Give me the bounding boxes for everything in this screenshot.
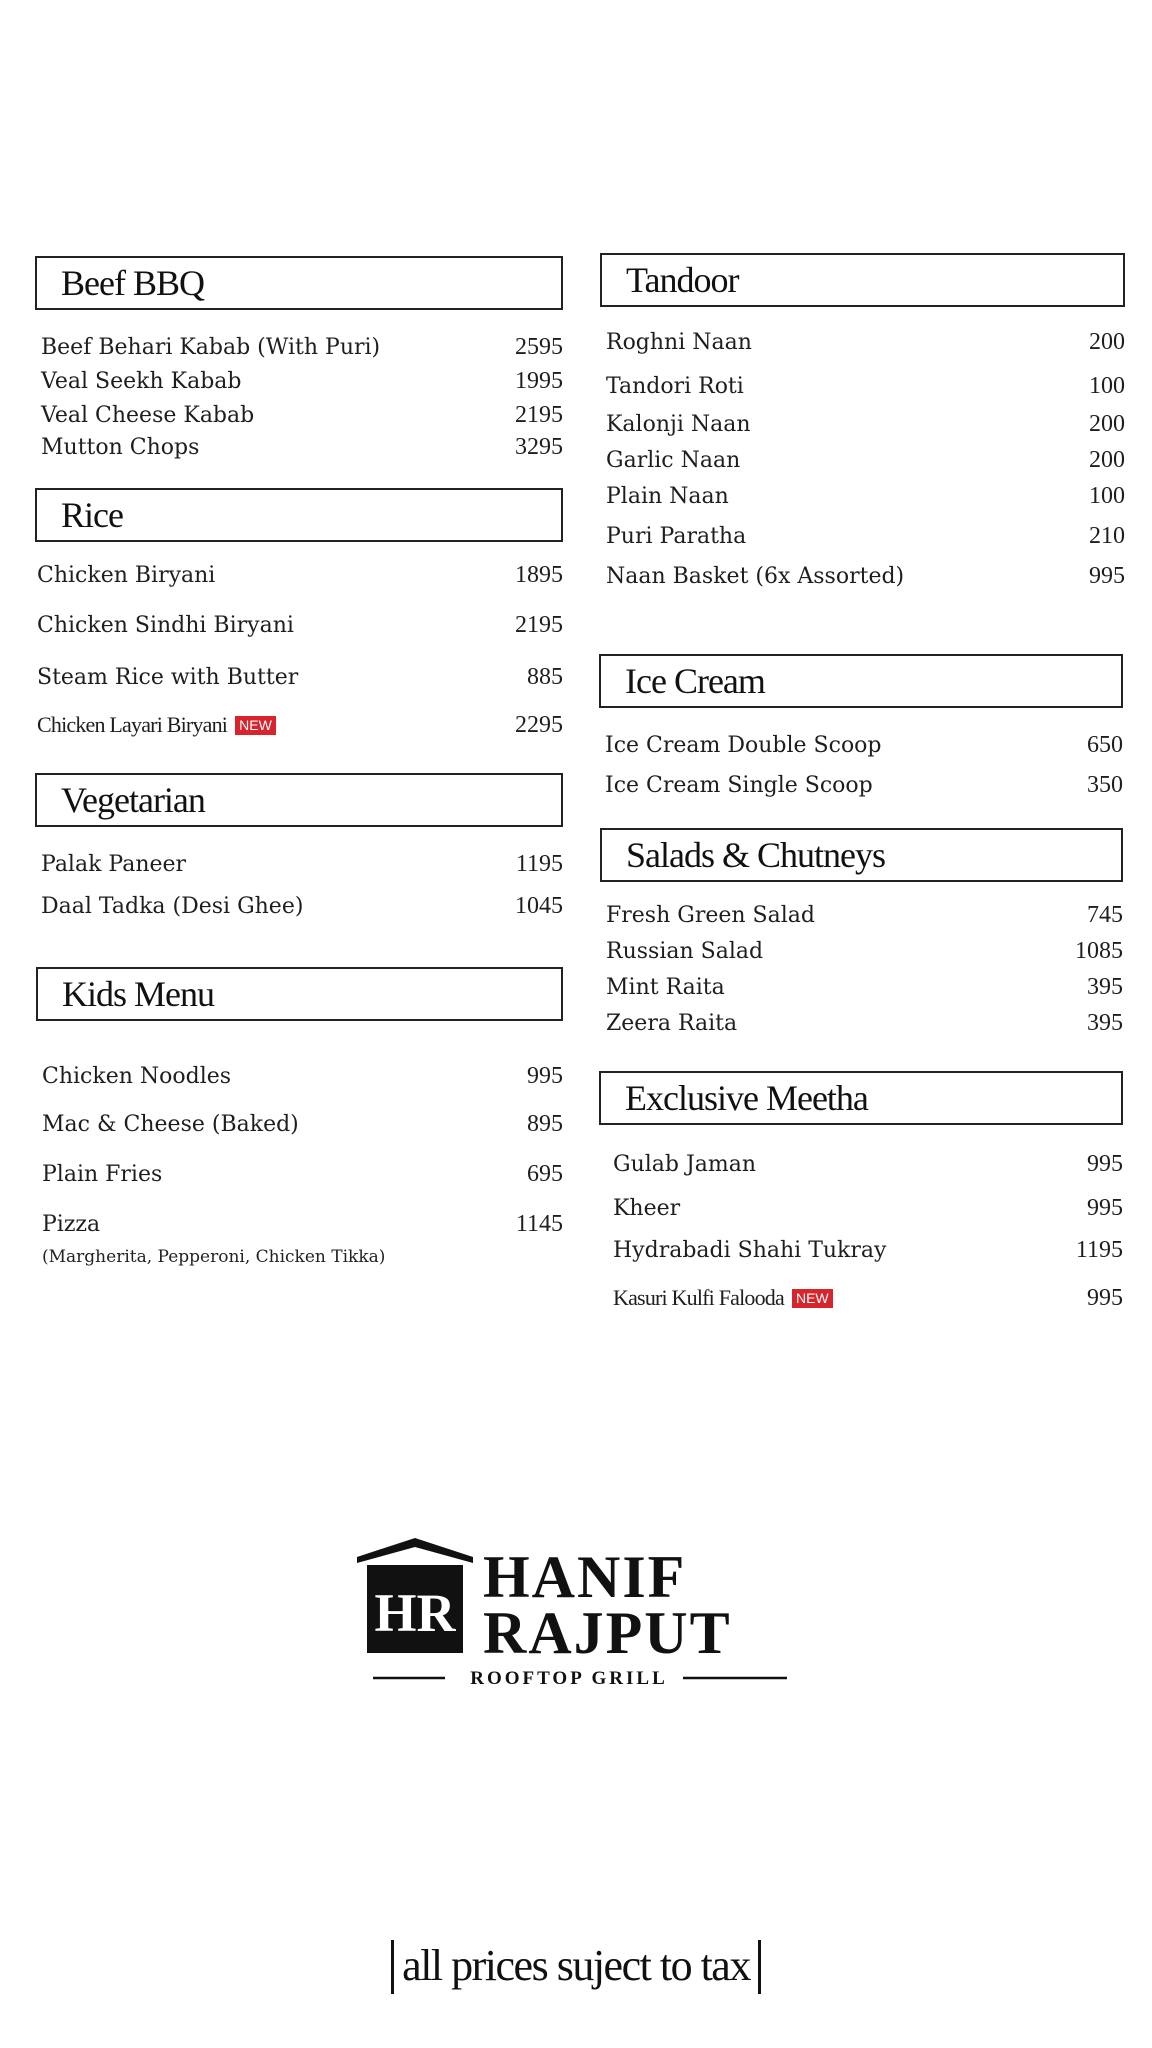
tax-note-text: all prices suject to tax <box>402 1941 750 1990</box>
item-price: 395 <box>1087 1010 1123 1036</box>
item-price: 100 <box>1089 483 1125 509</box>
item-name: Mutton Chops <box>41 435 200 460</box>
menu-item <box>606 563 1125 590</box>
section-header <box>600 253 1125 307</box>
menu-item <box>37 612 563 639</box>
logo-tagline: ROOFTOP GRILL <box>470 1668 668 1685</box>
item-price: 1195 <box>515 851 563 877</box>
item-price: 650 <box>1087 732 1123 758</box>
section-header <box>599 1071 1123 1125</box>
divider-bar <box>758 1940 761 1994</box>
item-name: Zeera Raita <box>606 1011 738 1036</box>
section-ice-cream <box>599 654 1123 814</box>
section-kids-menu <box>36 967 563 1277</box>
section-header <box>35 488 563 542</box>
item-price: 1995 <box>515 368 563 394</box>
menu-item <box>606 329 1125 356</box>
menu-item <box>42 1211 563 1238</box>
item-name: Naan Basket (6x Assorted) <box>606 564 905 589</box>
section-exclusive-meetha <box>599 1071 1123 1331</box>
item-name: Plain Fries <box>42 1162 163 1187</box>
menu-item <box>606 483 1125 510</box>
section-header <box>600 828 1123 882</box>
item-name: Veal Seekh Kabab <box>41 369 242 394</box>
menu-item <box>41 893 563 920</box>
menu-item <box>606 523 1125 550</box>
logo-line1: HANIF <box>483 1544 687 1610</box>
item-price: 2195 <box>515 612 563 638</box>
item-name: Kalonji Naan <box>606 412 751 437</box>
menu-item <box>41 851 563 878</box>
item-price: 885 <box>527 664 563 690</box>
item-name: Daal Tadka (Desi Ghee) <box>41 894 304 919</box>
item-name: Gulab Jaman <box>613 1152 757 1177</box>
item-note: (Margherita, Pepperoni, Chicken Tikka) <box>42 1247 386 1267</box>
item-name: Chicken Sindhi Biryani <box>37 613 294 638</box>
item-name: Russian Salad <box>606 939 764 964</box>
item-name: Chicken Noodles <box>42 1064 232 1089</box>
section-vegetarian <box>35 773 563 923</box>
new-badge: NEW <box>792 1289 833 1308</box>
item-name: Garlic Naan <box>606 448 741 473</box>
item-price: 200 <box>1089 329 1125 355</box>
item-name: Chicken Layari Biryani <box>37 712 228 737</box>
item-price: 200 <box>1089 411 1125 437</box>
menu-item <box>42 1111 563 1138</box>
item-price: 995 <box>527 1063 563 1089</box>
item-name: Ice Cream Double Scoop <box>605 733 882 758</box>
new-badge: NEW <box>235 716 276 735</box>
item-price: 350 <box>1087 772 1123 798</box>
item-price: 995 <box>1087 1285 1123 1311</box>
item-name: Mac & Cheese (Baked) <box>42 1112 299 1137</box>
item-price: 695 <box>527 1161 563 1187</box>
item-price: 2295 <box>515 712 563 738</box>
section-beef-bbq <box>35 256 563 476</box>
menu-item <box>613 1195 1123 1222</box>
menu-item <box>606 1010 1123 1037</box>
item-name: Beef Behari Kabab (With Puri) <box>41 335 381 360</box>
item-name: Pizza <box>42 1212 101 1237</box>
item-name: Puri Paratha <box>606 524 747 549</box>
tax-note <box>0 1940 1152 1994</box>
item-name: Mint Raita <box>606 975 725 1000</box>
item-name: Plain Naan <box>606 484 729 509</box>
item-name: Steam Rice with Butter <box>37 665 299 690</box>
section-header <box>36 967 563 1021</box>
menu-item <box>41 334 563 361</box>
item-name: Fresh Green Salad <box>606 903 815 928</box>
item-name-wrap <box>613 1285 833 1311</box>
logo-roof-icon <box>357 1538 473 1563</box>
logo-monogram: HR <box>374 1583 456 1643</box>
item-price: 3295 <box>515 434 563 460</box>
item-price: 395 <box>1087 974 1123 1000</box>
menu-item <box>606 938 1123 965</box>
item-price: 995 <box>1087 1195 1123 1221</box>
menu-item <box>37 562 563 589</box>
menu-item <box>42 1063 563 1090</box>
divider-bar <box>391 1940 394 1994</box>
item-price: 995 <box>1089 563 1125 589</box>
item-name: Kasuri Kulfi Falooda <box>613 1285 784 1310</box>
section-title: Vegetarian <box>61 780 205 820</box>
item-price: 745 <box>1087 902 1123 928</box>
item-price: 1085 <box>1075 938 1123 964</box>
menu-item <box>605 772 1123 799</box>
item-name-wrap <box>37 712 276 738</box>
item-name: Kheer <box>613 1196 681 1221</box>
item-name: Roghni Naan <box>606 330 752 355</box>
section-title: Tandoor <box>626 260 739 300</box>
item-price: 895 <box>527 1111 563 1137</box>
menu-item <box>41 434 563 461</box>
restaurant-logo <box>355 1535 805 1685</box>
section-tandoor <box>600 253 1125 603</box>
menu-item <box>606 902 1123 929</box>
section-title: Exclusive Meetha <box>625 1078 868 1118</box>
item-price: 1045 <box>515 893 563 919</box>
section-header <box>35 256 563 310</box>
logo-line2: RAJPUT <box>483 1600 732 1666</box>
section-title: Rice <box>61 495 123 535</box>
menu-item <box>606 411 1125 438</box>
menu-item <box>41 368 563 395</box>
item-price: 2195 <box>515 402 563 428</box>
item-name: Hydrabadi Shahi Tukray <box>613 1238 887 1263</box>
menu-item <box>605 732 1123 759</box>
section-salads-chutneys <box>600 828 1123 1048</box>
section-rice <box>35 488 563 758</box>
section-title: Salads & Chutneys <box>626 835 885 875</box>
menu-item <box>41 402 563 429</box>
item-name: Palak Paneer <box>41 852 187 877</box>
logo-graphic <box>355 1535 805 1685</box>
item-price: 100 <box>1089 373 1125 399</box>
section-title: Kids Menu <box>62 974 214 1014</box>
section-title: Ice Cream <box>625 661 765 701</box>
menu-item <box>606 373 1125 400</box>
item-price: 2595 <box>515 334 563 360</box>
item-name: Ice Cream Single Scoop <box>605 773 873 798</box>
section-header <box>599 654 1123 708</box>
item-name: Chicken Biryani <box>37 563 216 588</box>
menu-item <box>42 1161 563 1188</box>
item-price: 995 <box>1087 1151 1123 1177</box>
item-price: 1195 <box>1075 1237 1123 1263</box>
item-name: Veal Cheese Kabab <box>41 403 255 428</box>
item-price: 200 <box>1089 447 1125 473</box>
item-price: 1145 <box>515 1211 563 1237</box>
section-header <box>35 773 563 827</box>
menu-item <box>606 447 1125 474</box>
menu-item <box>606 974 1123 1001</box>
item-price: 210 <box>1089 523 1125 549</box>
section-title: Beef BBQ <box>61 263 204 303</box>
item-price: 1895 <box>515 562 563 588</box>
menu-item <box>37 712 563 739</box>
menu-item <box>613 1237 1123 1264</box>
menu-item <box>613 1151 1123 1178</box>
item-name: Tandori Roti <box>606 374 744 399</box>
menu-item <box>613 1285 1123 1312</box>
menu-item <box>37 664 563 691</box>
